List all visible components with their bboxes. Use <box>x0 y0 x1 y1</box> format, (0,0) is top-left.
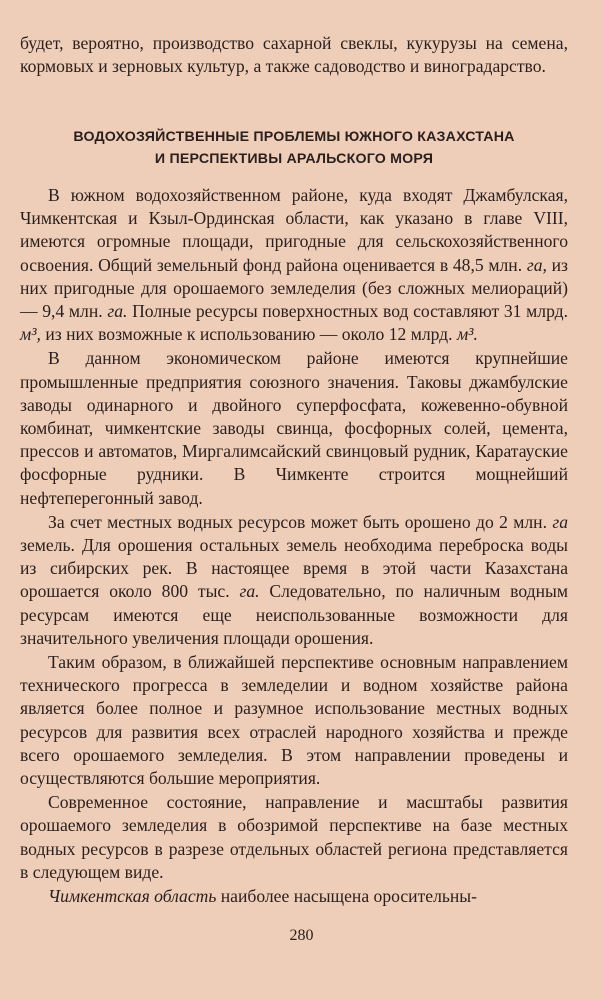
intro-paragraph <box>20 32 568 78</box>
p3-text-a: За счет местных водных ресурсов может быть орошено до 2 млн. <box>48 511 547 532</box>
p1-text-c: Полные ресурсы поверхностных вод составляют 31 млрд. <box>132 301 568 322</box>
p3-text-b: земель. Для орошения остальных земель необходима переброска воды из сибирских рек. В настоящее время в этой части Казахстана орошается около 800 тыс. <box>20 535 568 602</box>
paragraph-4: Таким образом, в ближайшей перспективе основным направлением технического прогресса в земледелии и водном хозяйстве района является более полное и разумное использование местных водных ресурсов для развития всех отраслей народного хозяйства и прежде всего орошаемого земледелия. В этом направлении проведены и осуществляются большие мероприятия. <box>20 652 568 789</box>
p1-unit-ha-2: га. <box>107 301 128 322</box>
paragraph-6 <box>20 885 568 908</box>
p1-text-b: из них пригодные для орошаемого земледелия (без сложных мелиораций) — 9,4 млн. <box>20 254 568 322</box>
paragraph-1 <box>20 184 568 346</box>
p6-text: наиболее насыщена оросительны- <box>220 886 477 907</box>
p3-text-c: Следовательно, по наличным водным ресурсам имеются еще неиспользованные возможности для значительного увеличения площади орошения. <box>20 581 568 648</box>
p3-unit-ha-2: га. <box>239 581 260 602</box>
p1-unit-ha: га, <box>526 254 547 275</box>
p6-italic-region: Чимкентская область <box>48 886 217 907</box>
intro-text: будет, вероятно, производство сахарной свеклы, кукурузы на семена, кормовых и зерновых культур, а также садоводство и виноградарство. <box>20 33 568 77</box>
heading-line-1: ВОДОХОЗЯЙСТВЕННЫЕ ПРОБЛЕМЫ ЮЖНОГО КАЗАХСТАНА <box>73 129 515 145</box>
p1-unit-m3-2: м³. <box>456 324 478 345</box>
p1-text-a: В южном водохозяйственном районе, куда входят Джамбулская, Чимкентская и Кзыл-Ординская области, как указано в главе VIII, имеются огромные площади, пригодные для сельскохозяйственного освоения. Общий земельный фонд района оценивается в 48,5 млн. <box>20 185 568 275</box>
section-heading <box>20 126 568 170</box>
section-body <box>20 184 568 908</box>
p1-text-d: из них возможные к использованию — около 12 млрд. <box>45 324 453 345</box>
paragraph-2: В данном экономическом районе имеются крупнейшие промышленные предприятия союзного значения. Таковы джамбулские заводы одинарного и двойного суперфосфата, кожевенно-обувной комбинат, чимкентские заводы свинца, фосфорных солей, цемента, прессов и автоматов, Миргалимсайский свинцовый рудник, Каратауские фосфорные рудники. В Чимкенте строится мощнейший нефтеперегонный завод. <box>20 348 568 508</box>
p1-unit-m3: м³, <box>20 324 41 345</box>
page-number: 280 <box>289 927 314 944</box>
paragraph-3 <box>20 511 568 650</box>
paragraph-5: Современное состояние, направление и масштабы развития орошаемого земледелия в обозримой перспективе на базе местных водных ресурсов в разрезе отдельных областей региона представляется в следующем виде. <box>20 792 568 882</box>
heading-line-2: И ПЕРСПЕКТИВЫ АРАЛЬСКОГО МОРЯ <box>154 151 434 167</box>
p3-unit-ha: га <box>552 511 568 532</box>
